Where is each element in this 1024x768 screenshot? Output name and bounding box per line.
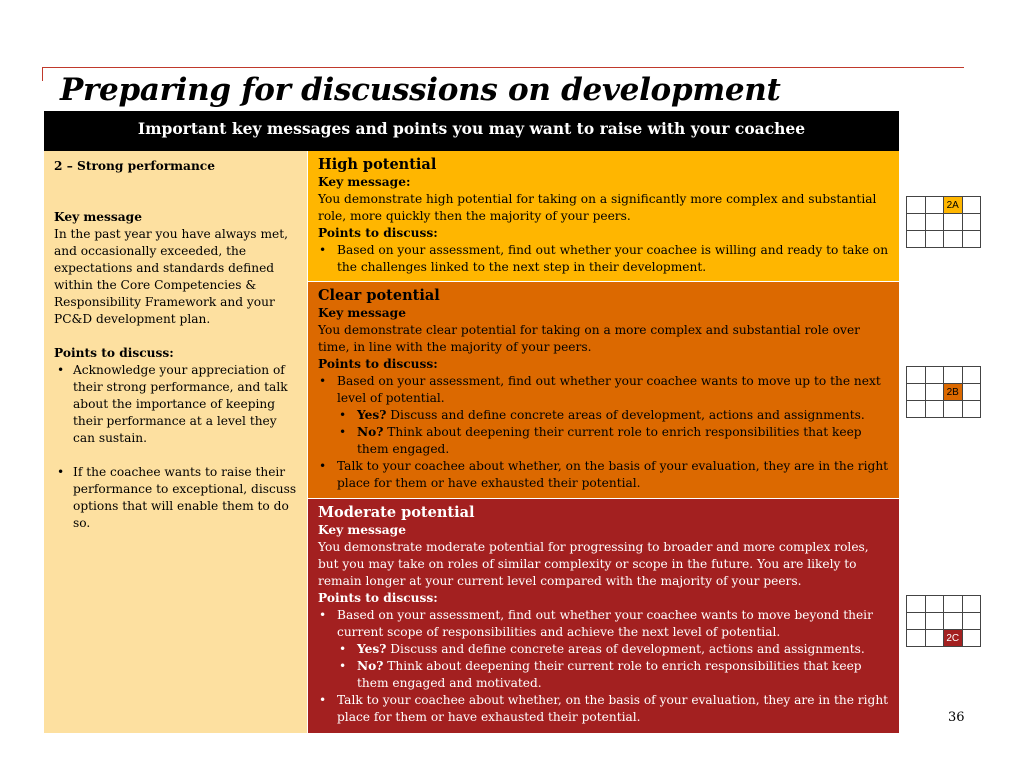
points-list xyxy=(318,607,889,726)
high-potential-title: High potential xyxy=(318,156,437,173)
matrix-grid-2b xyxy=(906,366,981,418)
key-message-label: Key message xyxy=(54,210,142,224)
table-header: Important key messages and points you may want to raise with your coachee xyxy=(44,111,899,151)
matrix-grid-2a xyxy=(906,196,981,248)
key-message-label: Key message xyxy=(318,523,406,537)
grid-cell-2b: 2B xyxy=(944,384,963,401)
key-message-text: You demonstrate moderate potential for progressing to broader and more complex roles, but you may take on roles of similar complexity or scope in the future. You are likely to remain longer at your current level compared with the majority of your peers. xyxy=(318,540,869,588)
points-list xyxy=(318,373,889,492)
points-label: Points to discuss: xyxy=(318,591,438,605)
no-label: No? xyxy=(357,425,384,439)
yes-text: Discuss and define concrete areas of development, actions and assignments. xyxy=(386,642,865,656)
grid-cell-2a: 2A xyxy=(944,197,963,214)
list-item-yes xyxy=(338,407,889,424)
no-text: Think about deepening their current role to enrich responsibilities that keep them engaged and motivated. xyxy=(357,659,862,690)
top-rule xyxy=(42,67,964,68)
no-text: Think about deepening their current role to enrich responsibilities that keep them engaged. xyxy=(357,425,862,456)
list-item: • Talk to your coachee about whether, on the basis of your evaluation, they are in the right place for them or have exhausted their potential. xyxy=(318,458,889,492)
list-item: • Based on your assessment, find out whether your coachee wants to move up to the next level of potential. xyxy=(318,373,889,407)
matrix-grid-2c xyxy=(906,595,981,647)
points-label: Points to discuss: xyxy=(318,357,438,371)
list-item: • Talk to your coachee about whether, on the basis of your evaluation, they are in the right place for them or have exhausted their potential. xyxy=(318,692,889,726)
list-item: • Based on your assessment, find out whether your coachee wants to move beyond their current scope of responsibilities and achieve the next level of potential. xyxy=(318,607,889,641)
points-list xyxy=(54,362,297,532)
list-item-no xyxy=(338,658,889,692)
moderate-potential-cell xyxy=(308,499,899,733)
clear-potential-title: Clear potential xyxy=(318,287,440,304)
page-number: 36 xyxy=(948,710,965,725)
list-item: • If the coachee wants to raise their performance to exceptional, discuss options that will enable them to do so. xyxy=(54,464,297,532)
key-message-text: In the past year you have always met, and occasionally exceeded, the expectations and standards defined within the Core Competencies & Responsibility Framework and your PC&D development plan. xyxy=(54,227,288,326)
key-message-text: You demonstrate clear potential for taking on a more complex and substantial role over time, in line with the majority of your peers. xyxy=(318,323,860,354)
list-item-no xyxy=(338,424,889,458)
slide-title: Preparing for discussions on development xyxy=(60,72,781,108)
yes-label: Yes? xyxy=(357,642,387,656)
points-list xyxy=(318,242,889,276)
points-label: Points to discuss: xyxy=(54,346,174,360)
strong-performance-column xyxy=(44,151,307,733)
list-item: • Acknowledge your appreciation of their strong performance, and talk about the importance of keeping their performance at a level they can sustain. xyxy=(54,362,297,447)
strong-performance-heading: 2 – Strong performance xyxy=(54,159,215,173)
top-rule-tick xyxy=(42,67,43,81)
yes-text: Discuss and define concrete areas of development, actions and assignments. xyxy=(386,408,865,422)
clear-potential-cell xyxy=(308,282,899,498)
key-message-label: Key message: xyxy=(318,175,411,189)
key-message-label: Key message xyxy=(318,306,406,320)
points-label: Points to discuss: xyxy=(318,226,438,240)
yes-label: Yes? xyxy=(357,408,387,422)
no-label: No? xyxy=(357,659,384,673)
list-item-yes xyxy=(338,641,889,658)
grid-cell-2c: 2C xyxy=(944,630,963,647)
moderate-potential-title: Moderate potential xyxy=(318,504,475,521)
list-item: • Based on your assessment, find out whether your coachee is willing and ready to take on the challenges linked to the next step in their development. xyxy=(318,242,889,276)
key-message-text: You demonstrate high potential for taking on a significantly more complex and substantial role, more quickly then the majority of your peers. xyxy=(318,192,877,223)
high-potential-cell xyxy=(308,151,899,281)
